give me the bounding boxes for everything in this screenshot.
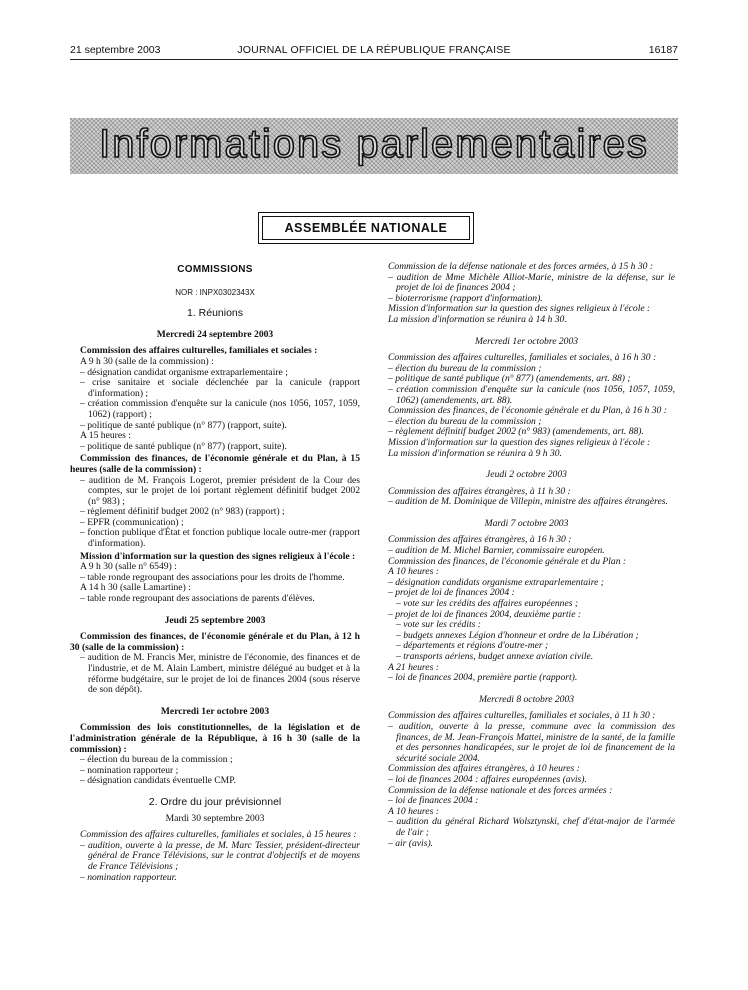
commission-title: Commission des affaires culturelles, familiales et sociales :: [80, 345, 318, 357]
date-heading: Mercredi 8 octobre 2003: [478, 693, 575, 705]
right-column: [378, 262, 675, 849]
agenda-item: – audition du général Richard Wolsztynski, chef d'état-major de l'armée de l'air ;: [388, 816, 675, 838]
header-rule: [70, 59, 678, 60]
agenda-subitem: – vote sur les crédits des affaires européennes ;: [396, 598, 579, 610]
agenda-item: – audition de Mme Michèle Alliot-Marie, ministre de la défense, sur le projet de loi de finances 2004 ;: [388, 271, 675, 294]
agenda-item: – audition de M. Francis Mer, ministre de l'économie, des finances et de l'industrie, et de M. Alain Lambert, ministre délégué au budget et à la réforme budgétaire, sur le projet de loi de finances 2004 (sous réserve de son dépôt).: [80, 652, 360, 696]
agenda-item: – bioterrorisme (rapport d'information).: [388, 292, 543, 304]
time-line: A 14 h 30 (salle Lamartine) :: [80, 582, 191, 594]
agenda-item: – loi de finances 2004 : affaires européennes (avis).: [388, 773, 587, 785]
agenda-item: – désignation candidats organisme extraparlementaire ;: [388, 576, 604, 588]
agenda-item: – politique de santé publique (n° 877) (rapport, suite).: [80, 440, 287, 452]
time-line: A 21 heures :: [388, 661, 439, 673]
agenda-item: – désignation candidats éventuelle CMP.: [80, 775, 236, 787]
section-heading-ordre-du-jour: 2. Ordre du jour prévisionnel: [148, 795, 282, 808]
commission-title: Commission des affaires culturelles, familiales et sociales, à 11 h 30 :: [388, 710, 656, 722]
time-line: A 10 heures :: [388, 805, 439, 817]
assembly-label: ASSEMBLÉE NATIONALE: [262, 216, 470, 240]
agenda-item: – création commission d'enquête sur la canicule (nos 1056, 1057, 1059, 1062) (rapport) ;: [80, 398, 360, 420]
commission-title: Commission des finances, de l'économie générale et du Plan, à 16 h 30 :: [388, 405, 667, 417]
nor-reference: NOR : INPX0302343X: [175, 287, 255, 297]
date-heading: Mercredi 1er octobre 2003: [474, 335, 579, 347]
agenda-item: – table ronde regroupant des associations pour les droits de l'homme.: [80, 571, 345, 583]
date-heading: Jeudi 25 septembre 2003: [164, 614, 266, 626]
agenda-item: – EPFR (communication) ;: [80, 516, 184, 528]
commission-title: Commission des affaires étrangères, à 16 h 30 :: [388, 534, 572, 546]
page-header: [70, 44, 678, 58]
agenda-item: – loi de finances 2004 :: [388, 795, 479, 807]
agenda-note: La mission d'information se réunira à 9 h 30.: [388, 447, 562, 459]
agenda-item: – audition, ouverte à la presse, commune avec la commission des finances, de M. Jean-François Mattei, ministre de la santé, de la famille et des personnes handicapées, sur le projet de loi de financement de la sécurité sociale 2004.: [388, 720, 675, 764]
agenda-item: – politique de santé publique (n° 877) (rapport, suite).: [80, 419, 287, 431]
commission-title: Commission des lois constitutionnelles, de la législation et de l'administration générale de la République, à 16 h 30 (salle de la commission) :: [70, 722, 360, 755]
agenda-note: La mission d'information se réunira à 14 h 30.: [388, 313, 567, 325]
agenda-item: – politique de santé publique (n° 877) (amendements, art. 88) ;: [388, 373, 631, 385]
time-line: A 10 heures :: [388, 566, 439, 578]
agenda-item: – crise sanitaire et sociale déclenchée par la canicule (rapport d'information) ;: [80, 377, 360, 399]
header-journal-title: JOURNAL OFFICIEL DE LA RÉPUBLIQUE FRANÇAISE: [237, 44, 511, 56]
section-banner: [70, 118, 678, 174]
agenda-item: – nomination rapporteur ;: [80, 764, 179, 776]
assembly-box: [258, 212, 474, 244]
commission-title: Commission des finances, de l'économie générale et du Plan, à 12 h 30 (salle de la commission) :: [70, 631, 360, 653]
commission-title: Mission d'information sur la question des signes religieux à l'école :: [388, 436, 651, 448]
commissions-heading: COMMISSIONS: [177, 264, 253, 275]
agenda-item: – création commission d'enquête sur la canicule (nos 1056, 1057, 1059, 1062) (amendements, art. 88).: [388, 383, 675, 406]
banner-title: Informations parlementaires: [99, 122, 649, 166]
agenda-item: – loi de finances 2004, première partie (rapport).: [388, 672, 578, 684]
agenda-item: – projet de loi de finances 2004, deuxième partie :: [388, 608, 582, 620]
agenda-item: – audition de M. Dominique de Villepin, ministre des affaires étrangères.: [388, 496, 668, 508]
time-line: A 9 h 30 (salle de la commission) :: [80, 355, 214, 367]
time-line: A 15 heures :: [80, 430, 131, 442]
agenda-subitem: – transports aériens, budget annexe aviation civile.: [396, 651, 594, 662]
agenda-item: – élection du bureau de la commission ;: [388, 362, 542, 374]
commission-title: Commission des affaires culturelles, familiales et sociales, à 16 h 30 :: [388, 352, 657, 364]
agenda-item: – règlement définitif budget 2002 (n° 983) (amendements, art. 88).: [388, 426, 644, 438]
section-heading-reunions: 1. Réunions: [186, 307, 244, 320]
agenda-subitem: – budgets annexes Légion d'honneur et ordre de la Libération ;: [396, 629, 639, 641]
commission-title: Commission de la défense nationale et des forces armées :: [388, 784, 613, 796]
commission-title: Commission des affaires étrangères, à 10 heures :: [388, 763, 580, 775]
agenda-item: – élection du bureau de la commission ;: [80, 754, 233, 766]
date-heading: Jeudi 2 octobre 2003: [486, 469, 567, 481]
agenda-item: – audition, ouverte à la presse, de M. Marc Tessier, président-directeur général de France Télévisions, sur le contrat d'objectifs et de moyens de France Télévisions ;: [80, 839, 360, 872]
commission-title: Commission des finances, de l'économie générale et du Plan :: [388, 555, 627, 567]
date-heading: Mercredi 1er octobre 2003: [160, 705, 270, 717]
agenda-item: – nomination rapporteur.: [80, 871, 177, 883]
agenda-item: – règlement définitif budget 2002 (n° 983) (rapport) ;: [80, 506, 285, 518]
agenda-item: – élection du bureau de la commission ;: [388, 415, 542, 427]
commission-title: Commission de la défense nationale et des forces armées, à 15 h 30 :: [388, 261, 654, 272]
left-column: [70, 262, 360, 883]
commission-title: Commission des affaires étrangères, à 11 h 30 :: [388, 485, 571, 497]
agenda-subitem: – départements et régions d'outre-mer ;: [396, 640, 549, 652]
header-date: 21 septembre 2003: [70, 44, 161, 56]
time-line: A 9 h 30 (salle n° 6549) :: [80, 561, 177, 573]
agenda-item: – air (avis).: [388, 837, 434, 849]
agenda-item: – table ronde regroupant des associations de parents d'élèves.: [80, 593, 315, 605]
date-heading: Mardi 30 septembre 2003: [165, 812, 265, 824]
commission-title: Commission des affaires culturelles, familiales et sociales, à 15 heures :: [80, 829, 357, 841]
agenda-item: – désignation candidat organisme extraparlementaire ;: [80, 366, 288, 378]
commission-title: Mission d'information sur la question des signes religieux à l'école :: [80, 550, 356, 562]
agenda-item: – projet de loi de finances 2004 :: [388, 587, 515, 599]
agenda-item: – fonction publique d'État et fonction publique locale outre-mer (rapport d'information).: [80, 527, 360, 550]
date-heading: Mercredi 24 septembre 2003: [156, 328, 274, 340]
agenda-item: – audition de M. François Logerot, premier président de la Cour des comptes, sur le projet de loi portant règlement définitif budget 2002 (n° 983) ;: [80, 474, 360, 507]
date-heading: Mardi 7 octobre 2003: [484, 517, 569, 529]
header-page-number: 16187: [648, 44, 678, 56]
commission-title: Mission d'information sur la question des signes religieux à l'école :: [388, 303, 651, 315]
agenda-item: – audition de M. Michel Barnier, commissaire européen.: [388, 545, 605, 557]
commission-title: Commission des finances, de l'économie générale et du Plan, à 15 heures (salle de la commission) :: [70, 453, 360, 475]
agenda-subitem: – vote sur les crédits :: [396, 619, 481, 631]
